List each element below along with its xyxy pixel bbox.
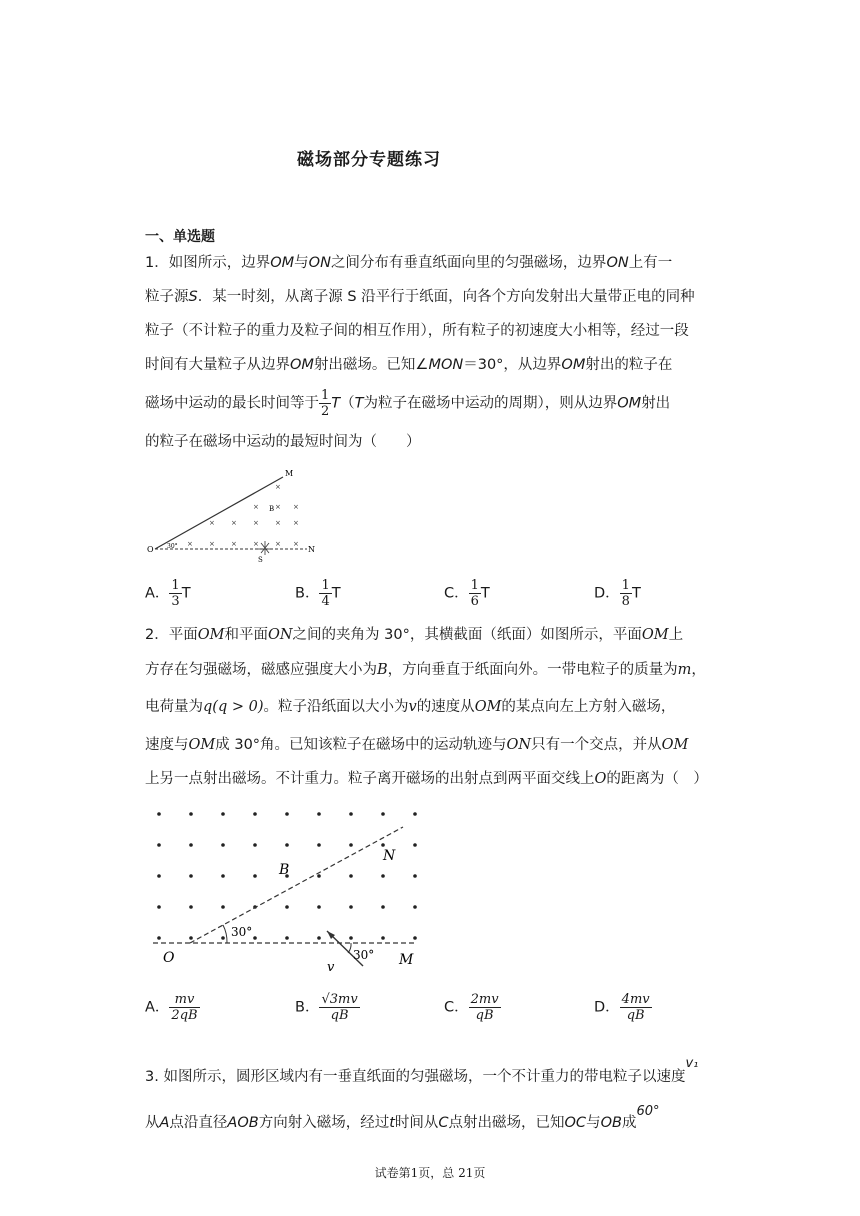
- q2-line-5: 上另一点射出磁场。不计重力。粒子离开磁场的出射点到两平面交线上O的距离为（ ）: [145, 771, 708, 787]
- field-dot: [285, 936, 289, 940]
- field-dot: [349, 905, 353, 909]
- q2-option-b-fraction: $\frac{√3mv}{qB}$: [321, 992, 358, 1023]
- field-cross: ×: [293, 540, 299, 548]
- field-cross: ×: [275, 540, 281, 548]
- q1-option-d[interactable]: D． $\frac{1}{8}$ T: [594, 578, 641, 609]
- field-dot: [221, 874, 225, 878]
- field-cross: ×: [253, 503, 259, 511]
- field-cross: ×: [231, 519, 237, 527]
- field-cross: ×: [253, 540, 259, 548]
- field-dot: [317, 812, 321, 816]
- q1-line-3: 粒子（不计粒子的重力及粒子间的相互作用），所有粒子的初速度大小相等，经过一段: [145, 323, 689, 339]
- field-dot: [221, 905, 225, 909]
- q1-option-b[interactable]: B． $\frac{1}{4}$ T: [295, 578, 341, 609]
- q2-option-c[interactable]: C． $\frac{2mv}{qB}$: [444, 992, 499, 1023]
- q2-figure: [145, 800, 425, 975]
- field-dot: [189, 936, 193, 940]
- q1-option-d-fraction: $\frac{1}{8}$: [621, 578, 630, 609]
- field-dot: [413, 905, 417, 909]
- field-dot: [349, 843, 353, 847]
- field-dot: [285, 905, 289, 909]
- field-dot: [317, 905, 321, 909]
- field-cross: ×: [293, 503, 299, 511]
- field-dot: [253, 874, 257, 878]
- field-dot: [253, 843, 257, 847]
- q1-option-a-fraction: $\frac{1}{3}$: [171, 578, 180, 609]
- field-dot: [317, 843, 321, 847]
- page-footer: 试卷第1页，总 21页: [374, 1166, 486, 1180]
- field-dot: [413, 843, 417, 847]
- field-dot: [189, 874, 193, 878]
- field-dot: [413, 812, 417, 816]
- field-dot: [413, 936, 417, 940]
- q1-figure: [145, 464, 320, 564]
- field-dot: [381, 936, 385, 940]
- q1-line-5: 磁场中运动的最长时间等于 $\frac{1}{2}$ T（T为粒子在磁场中运动的周期），则从边界OM射出: [145, 388, 671, 419]
- label-o: O: [163, 950, 175, 966]
- field-dot: [317, 874, 321, 878]
- q2-option-a[interactable]: A． $\frac{mv}{2qB}$: [145, 992, 198, 1023]
- label-v: v: [327, 960, 335, 975]
- q1-option-b-fraction: $\frac{1}{4}$: [321, 578, 330, 609]
- field-dot: [413, 874, 417, 878]
- q1-option-a[interactable]: A． $\frac{1}{3}$ T: [145, 578, 191, 609]
- field-cross: ×: [293, 519, 299, 527]
- q1-line-4: 时间有大量粒子从边界OM射出磁场。已知∠MON＝30°，从边界OM射出的粒子在: [145, 357, 673, 373]
- field-dot: [157, 843, 161, 847]
- q1-line-2: 粒子源S．某一时刻，从离子源 S 沿平行于纸面，向各个方向发射出大量带正电的同种: [145, 289, 695, 305]
- field-dot: [189, 812, 193, 816]
- field-dot: [349, 936, 353, 940]
- q2-option-c-fraction: $\frac{2mv}{qB}$: [470, 992, 499, 1023]
- field-dot: [221, 843, 225, 847]
- fraction-half: $\frac{1}{2}$: [321, 388, 330, 419]
- label-o: O: [147, 545, 154, 554]
- field-cross: ×: [209, 519, 215, 527]
- label-s: S: [258, 556, 263, 564]
- q1-line-6: 的粒子在磁场中运动的最短时间为（ ）: [145, 434, 421, 450]
- field-dot: [157, 874, 161, 878]
- field-dot: [253, 936, 257, 940]
- field-dot: [317, 936, 321, 940]
- field-dot: [157, 905, 161, 909]
- field-dot: [221, 936, 225, 940]
- label-angle-1: 30°: [231, 925, 253, 939]
- label-n: N: [383, 848, 396, 864]
- field-dot: [381, 843, 385, 847]
- q1-line-1: 1．如图所示，边界OM与ON之间分布有垂直纸面向里的匀强磁场，边界ON上有一: [145, 255, 673, 271]
- q2-option-d-fraction: $\frac{4mv}{qB}$: [621, 992, 650, 1023]
- field-dot: [349, 874, 353, 878]
- field-crosses: [187, 483, 299, 548]
- field-dot: [189, 905, 193, 909]
- field-dot: [381, 812, 385, 816]
- q2-option-a-fraction: $\frac{mv}{2qB}$: [171, 992, 198, 1023]
- field-dot: [349, 812, 353, 816]
- field-cross: ×: [275, 483, 281, 491]
- field-dot: [285, 843, 289, 847]
- source-s: [257, 541, 273, 555]
- field-dot: [381, 905, 385, 909]
- field-dot: [189, 843, 193, 847]
- field-cross: ×: [187, 540, 193, 548]
- q2-line-2: 方存在匀强磁场，磁感应强度大小为B，方向垂直于纸面向外。一带电粒子的质量为m，: [145, 662, 706, 678]
- q1-option-c-fraction: $\frac{1}{6}$: [470, 578, 479, 609]
- page-title: 磁场部分专题练习: [297, 150, 441, 170]
- field-cross: ×: [209, 540, 215, 548]
- label-angle-2: 30°: [353, 948, 375, 962]
- label-angle: 30°: [167, 543, 178, 550]
- q2-option-b[interactable]: B． $\frac{√3mv}{qB}$: [295, 992, 358, 1023]
- label-b: B: [279, 862, 290, 878]
- q2-line-1: 2．平面OM和平面ON之间的夹角为 30°，其横截面（纸面）如图所示，平面OM上: [145, 627, 684, 643]
- label-n: N: [308, 545, 315, 554]
- field-dot: [157, 812, 161, 816]
- q1-option-c[interactable]: C． $\frac{1}{6}$ T: [444, 578, 490, 609]
- field-cross: ×: [275, 519, 281, 527]
- q3-line-2: 从A点沿直径AOB方向射入磁场，经过t时间从C点射出磁场，已知OC与OB成60°: [145, 1104, 660, 1131]
- field-cross: ×: [253, 519, 259, 527]
- field-dot: [157, 936, 161, 940]
- label-m: M: [399, 952, 414, 968]
- label-m: M: [285, 469, 294, 478]
- field-cross: ×: [231, 540, 237, 548]
- angle-arc-1: [223, 925, 227, 943]
- section-heading: 一、单选题: [145, 229, 215, 245]
- field-dot: [221, 812, 225, 816]
- field-cross: ×: [275, 503, 281, 511]
- field-dot: [253, 812, 257, 816]
- field-dot: [285, 812, 289, 816]
- q3-line-1: 3. 如图所示，圆形区域内有一垂直纸面的匀强磁场，一个不计重力的带电粒子以速度v₁: [145, 1056, 699, 1085]
- boundary-om: [155, 477, 283, 549]
- q2-option-d[interactable]: D． $\frac{4mv}{qB}$: [594, 992, 650, 1023]
- label-b: B: [269, 505, 275, 513]
- q2-line-3: 电荷量为q(q > 0)。粒子沿纸面以大小为v的速度从OM的某点向左上方射入磁场，: [145, 699, 676, 715]
- field-dot: [381, 874, 385, 878]
- q2-line-4: 速度与OM成 30°角。已知该粒子在磁场中的运动轨迹与ON只有一个交点，并从OM: [145, 737, 689, 753]
